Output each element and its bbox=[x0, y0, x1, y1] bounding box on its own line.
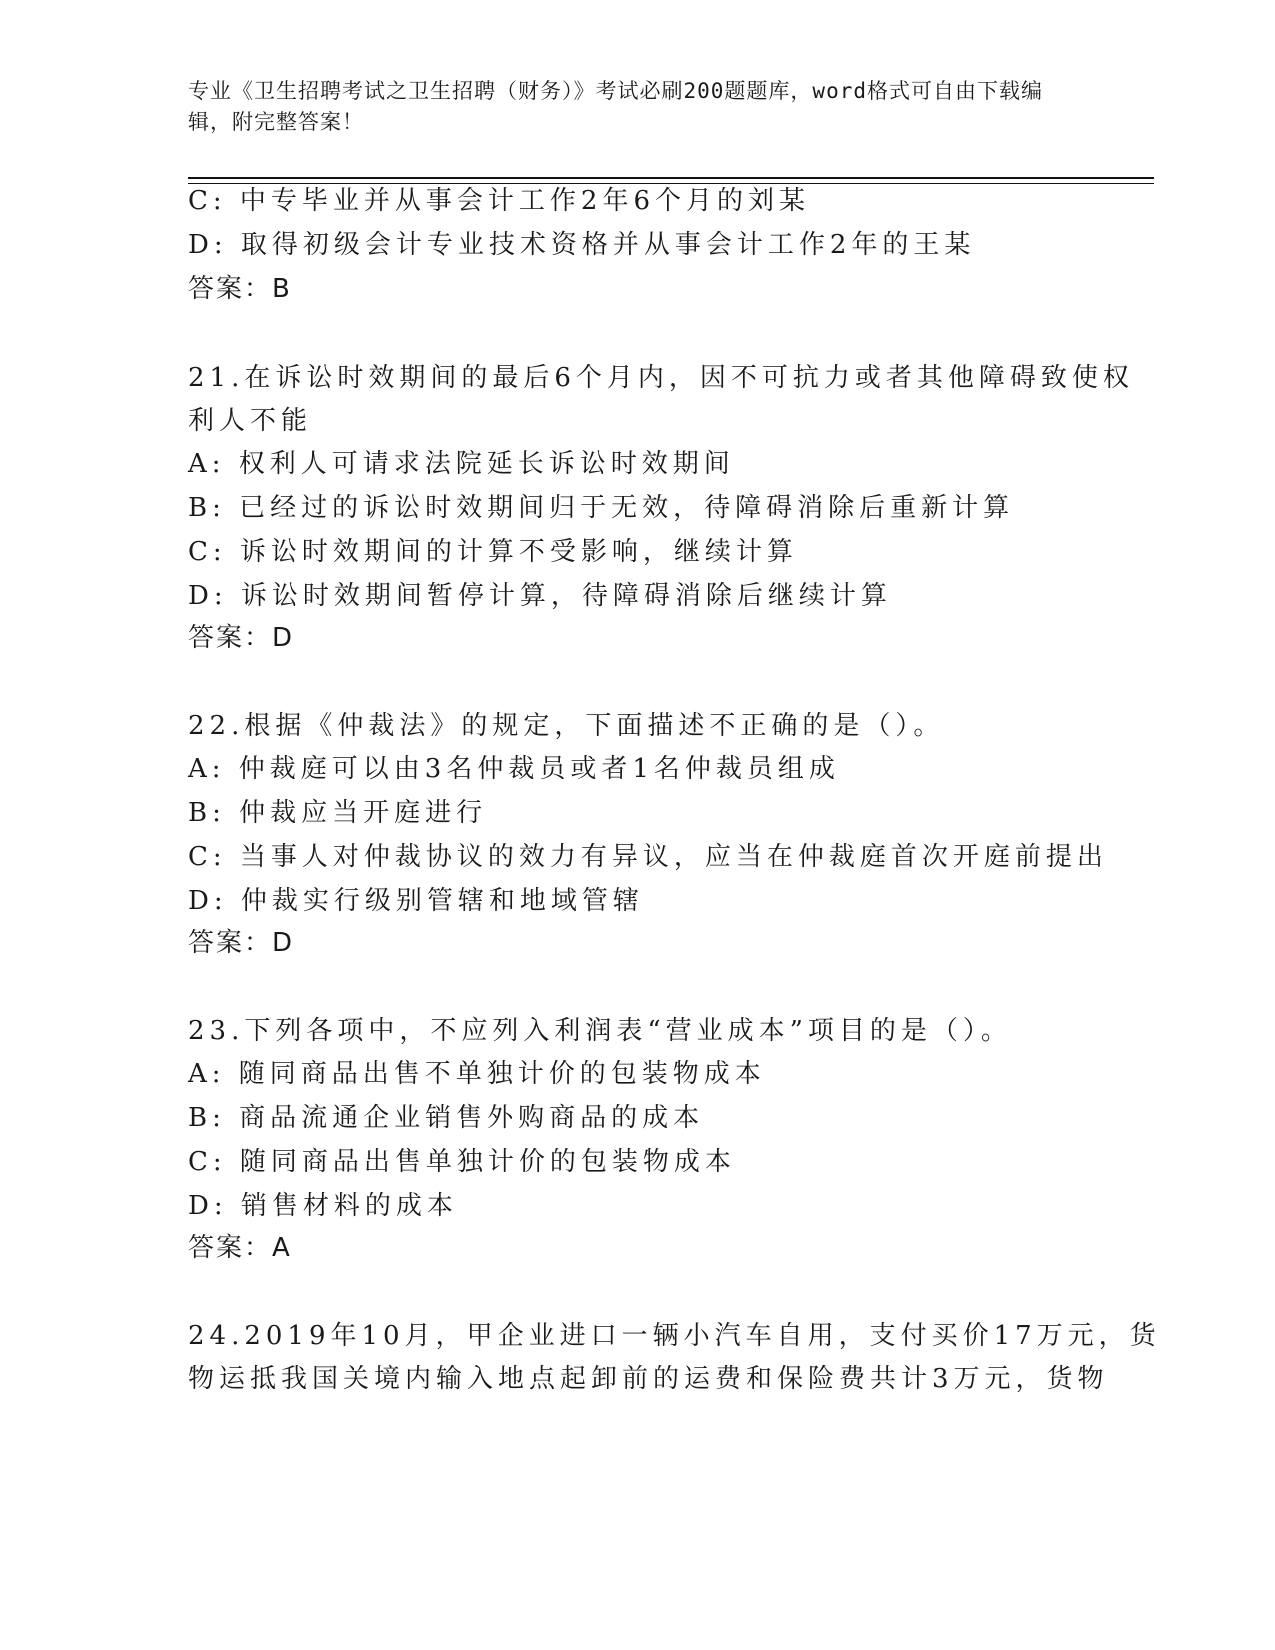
q22-option-b: B: 仲裁应当开庭进行 bbox=[188, 798, 488, 828]
q23-option-a: A: 随同商品出售不单独计价的包装物成本 bbox=[188, 1059, 766, 1089]
header-divider-thin bbox=[188, 183, 1154, 184]
q23-option-b: B: 商品流通企业销售外购商品的成本 bbox=[188, 1103, 705, 1133]
q22-option-d: D: 仲裁实行级别管辖和地域管辖 bbox=[188, 886, 644, 916]
prev-answer: 答案：B bbox=[188, 274, 292, 304]
q23-option-c: C: 随同商品出售单独计价的包装物成本 bbox=[188, 1147, 736, 1177]
q24-stem-line-1: 24.2019年10月，甲企业进口一辆小汽车自用，支付买价17万元，货 bbox=[188, 1321, 1161, 1351]
document-header: 专业《卫生招聘考试之卫生招聘（财务）》考试必刷200题题库，word格式可自由下载编辑，附完整答案！ bbox=[188, 79, 1043, 134]
q23-stem-line-1: 23.下列各项中，不应列入利润表“营业成本”项目的是（）。 bbox=[188, 1016, 1012, 1046]
prev-option-d: D: 取得初级会计专业技术资格并从事会计工作2年的王某 bbox=[188, 230, 976, 260]
q23-answer: 答案：A bbox=[188, 1233, 292, 1263]
q24-stem-line-2: 物运抵我国关境内输入地点起卸前的运费和保险费共计3万元，货物 bbox=[188, 1364, 1109, 1394]
q21-option-a: A: 权利人可请求法院延长诉讼时效期间 bbox=[188, 449, 735, 479]
header-divider-thick bbox=[188, 177, 1154, 179]
q22-option-c: C: 当事人对仲裁协议的效力有异议，应当在仲裁庭首次开庭前提出 bbox=[188, 842, 1108, 872]
q22-option-a: A: 仲裁庭可以由3名仲裁员或者1名仲裁员组成 bbox=[188, 754, 840, 784]
q21-stem-line-2: 利人不能 bbox=[188, 406, 313, 436]
q22-stem-line-1: 22.根据《仲裁法》的规定，下面描述不正确的是（）。 bbox=[188, 711, 945, 741]
q21-answer: 答案：D bbox=[188, 623, 295, 653]
q21-option-b: B: 已经过的诉讼时效期间归于无效，待障碍消除后重新计算 bbox=[188, 493, 1015, 523]
prev-option-c: C: 中专毕业并从事会计工作2年6个月的刘某 bbox=[188, 186, 811, 216]
q23-option-d: D: 销售材料的成本 bbox=[188, 1191, 458, 1221]
q21-stem-line-1: 21.在诉讼时效期间的最后6个月内，因不可抗力或者其他障碍致使权 bbox=[188, 363, 1134, 393]
q22-answer: 答案：D bbox=[188, 928, 295, 958]
q21-option-c: C: 诉讼时效期间的计算不受影响，继续计算 bbox=[188, 537, 798, 567]
q21-option-d: D: 诉讼时效期间暂停计算，待障碍消除后继续计算 bbox=[188, 581, 892, 611]
